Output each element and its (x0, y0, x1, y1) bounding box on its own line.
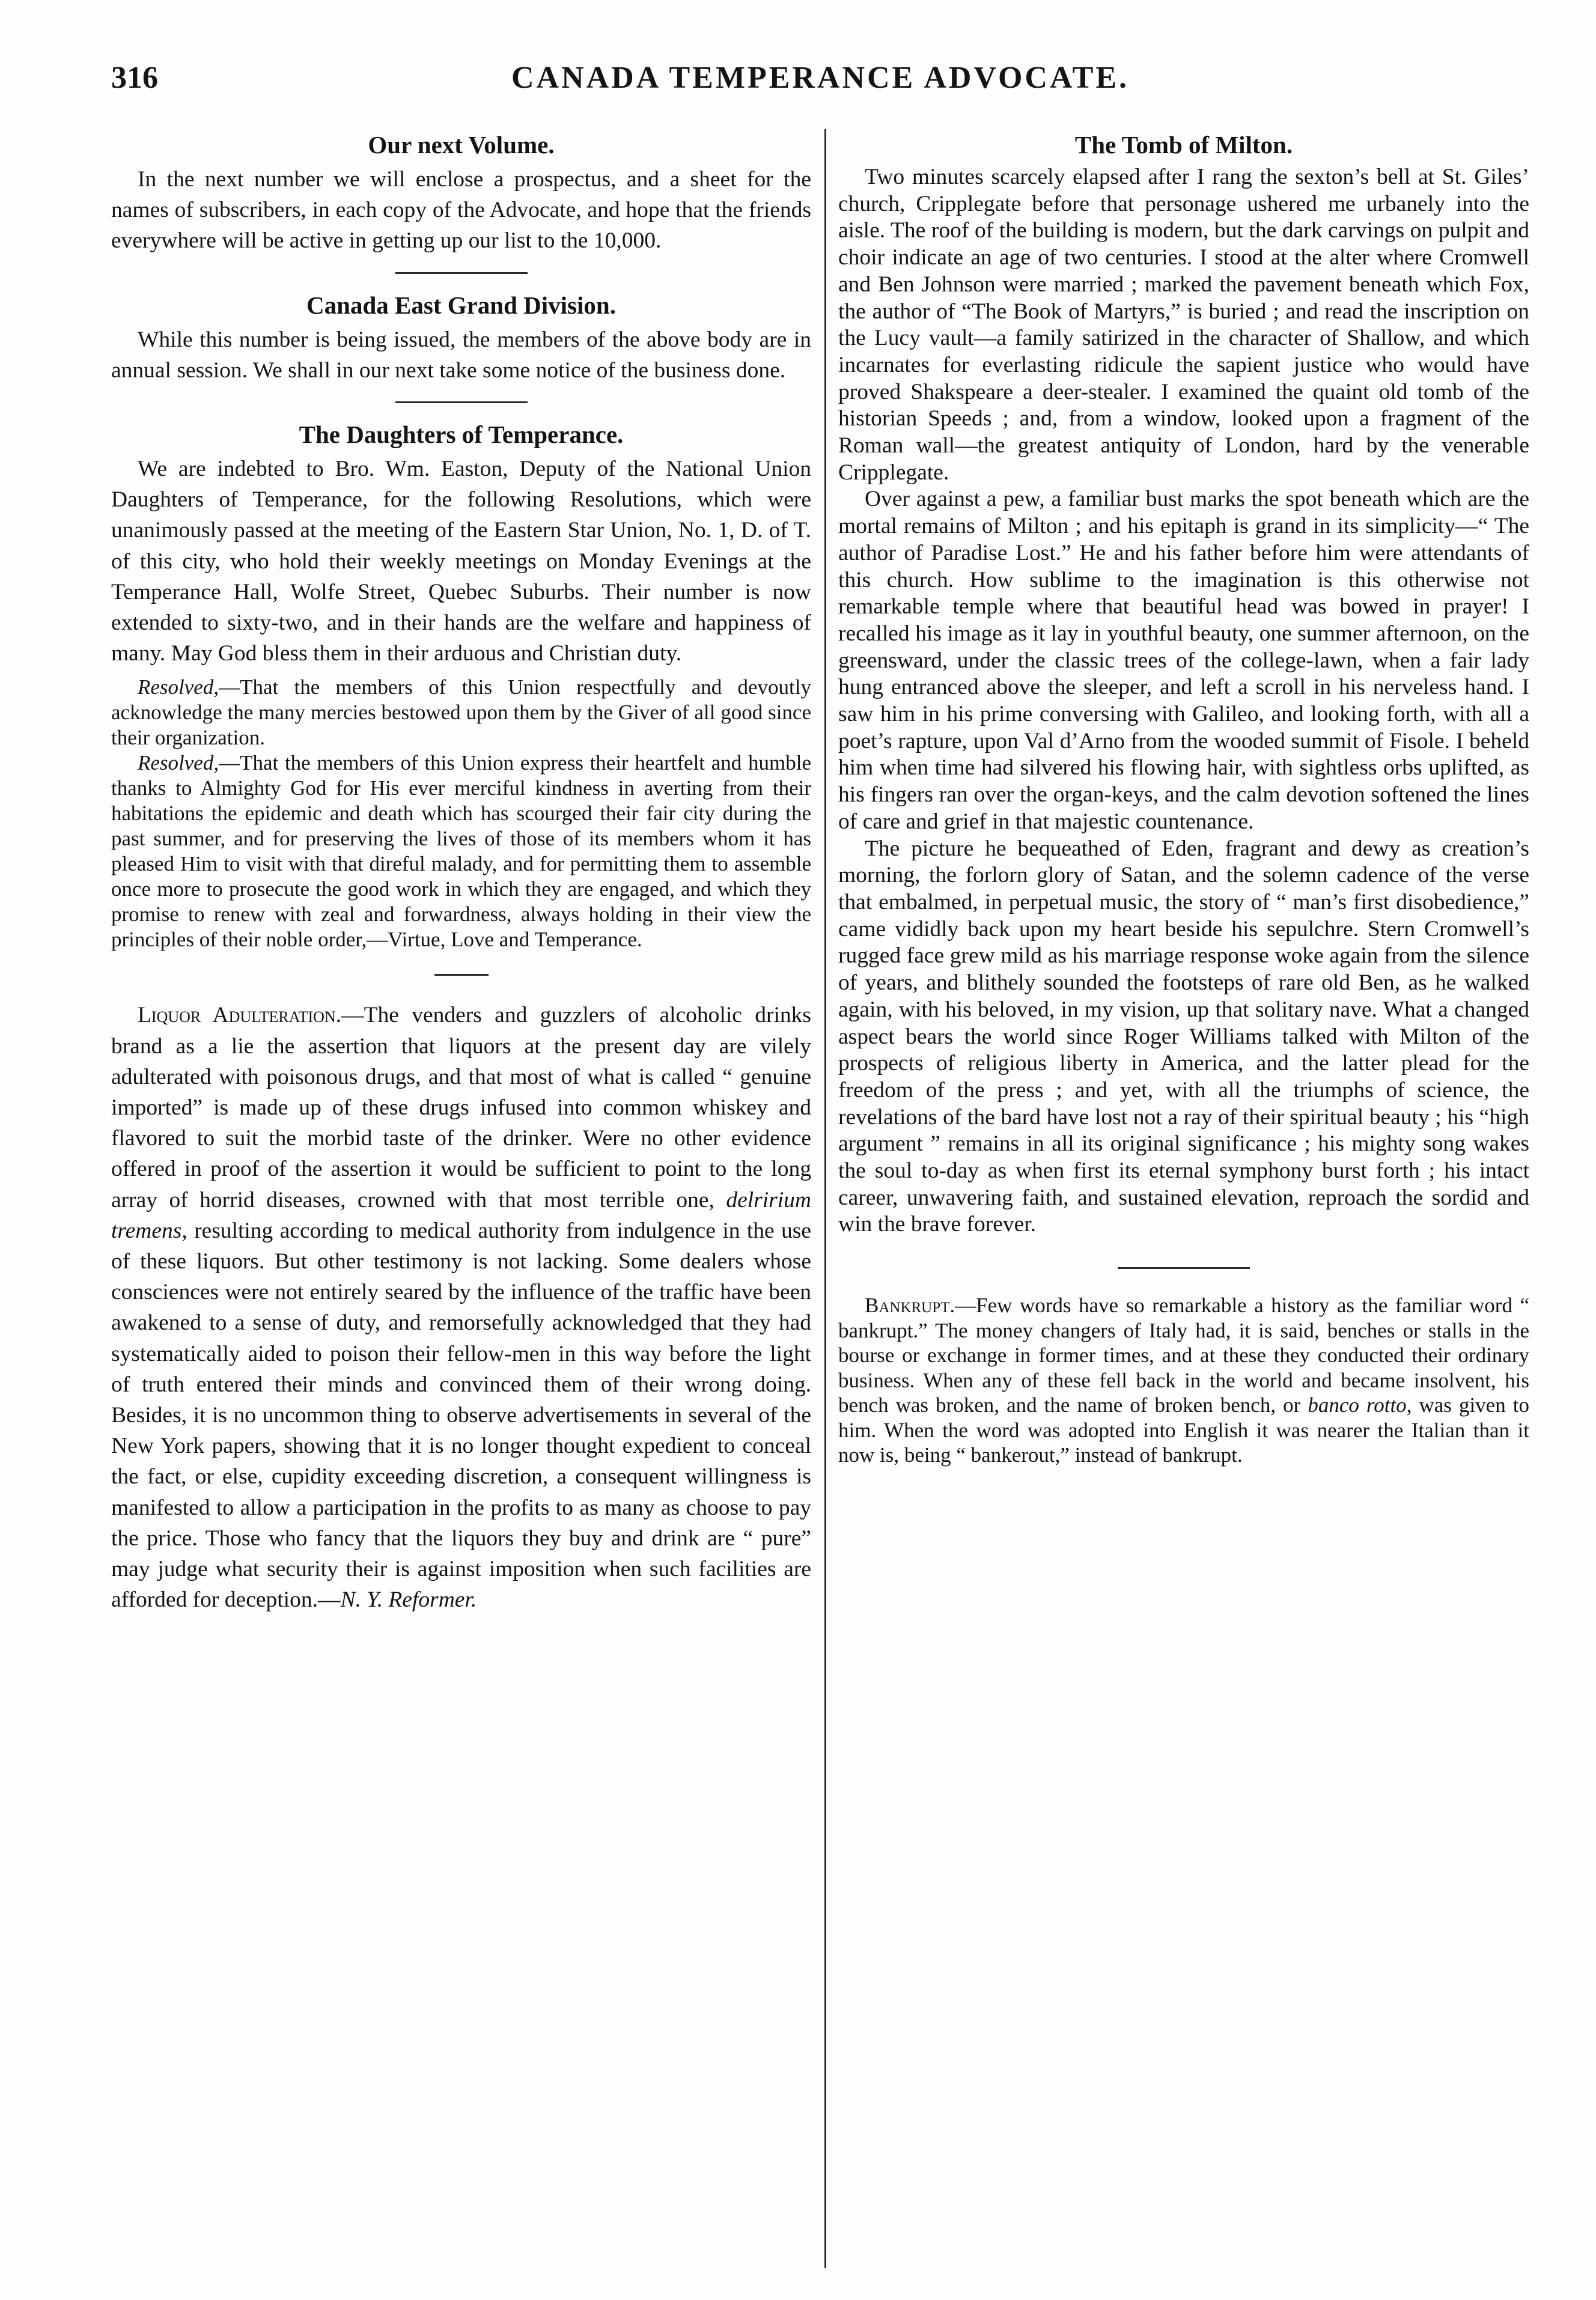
section-separator (1118, 1267, 1250, 1269)
article-bankrupt (838, 1293, 1529, 1468)
article-heading: The Tomb of Milton. (1074, 131, 1293, 159)
article-italic-term: delririum tremens (111, 1187, 811, 1243)
article-lead: Liquor Adulteration. (138, 1003, 342, 1028)
article-paragraph: Two minutes scarcely elapsed after I rang the sexton’s bell at St. Giles’ church, Cripplegate before that personage ushered me urbanely into the aisle. The roof of the building is modern, but the dark carvings on pulpit and choir indicate an age of two centuries. I stood at the alter where Cromwell and Ben Johnson were married ; marked the pavement beneath which Fox, the author of “The Book of Martyrs,” is buried ; and read the inscription on the Lucy vault—a family satirized in the character of Shallow, and which incarnates for everlasting ridicule the sapient justice who would have proved Shakspeare a deer-stealer. I examined the quaint old tomb of the historian Speeds ; and, from a window, looked upon a fragment of the Roman wall—the greatest antiquity of London, hard by the venerable Cripplegate. (838, 165, 1529, 485)
resolution-text: —That the members of this Union respectfully and devoutly acknowledge the many mercies bestowed upon them by the Giver of all good since their organization. (111, 675, 811, 750)
article-paragraph (111, 1000, 811, 1615)
resolution-text: —That the members of this Union express their heartfelt and humble thanks to Almighty God for His ever merciful kindness in averting from their habitations the epidemic and death which has scourged their fair city during the past summer, and for preserving the lives of those of its members whom it has pleased Him to visit with that direful malady, and for permitting them to assemble once more to prosecute the good work in which they are engaged, and which they promise to renew with zeal and forwardness, always holding in their view the principles of their noble order,—Virtue, Love and Temperance. (111, 751, 811, 952)
article-next-volume (111, 129, 811, 257)
article-paragraph (838, 1293, 1529, 1468)
right-column (838, 129, 1529, 2268)
left-column (111, 129, 811, 2268)
page-number: 316 (111, 61, 158, 95)
section-separator (395, 272, 528, 274)
article-paragraph: We are indebted to Bro. Wm. Easton, Deputy of the National Union Daughters of Temperance, for the following Resolutions, which were unanimously passed at the meeting of the Eastern Star Union, No. 1, D. of T. of this city, who hold their weekly meetings on Monday Evenings at the Temperance Hall, Wolfe Street, Quebec Suburbs. Their number is now extended to sixty-two, and in their hands are the welfare and happiness of many. May God bless them in their arduous and Christian duty. (111, 457, 811, 666)
article-source: N. Y. Reformer. (340, 1587, 477, 1613)
resolution-label: Resolved, (138, 675, 219, 699)
section-separator (395, 401, 528, 403)
article-daughters-of-temperance (111, 419, 811, 952)
article-paragraph: While this number is being issued, the members of the above body are in annual session. We shall in our next take some notice of the business done. (111, 327, 811, 383)
resolution-label: Resolved, (138, 751, 219, 775)
journal-title: CANADA TEMPERANCE ADVOCATE. (511, 61, 1130, 95)
article-text: , resulting according to medical authority from indulgence in the use of these liquors. But other testimony is not lacking. Some dealers whose consciences were not entirely seared by the influence of the traffic have been awakened to a sense of duty, and remorsefully acknowledged that they had systematically aided to poison their fellow-men in this way before the light of truth entered their minds and convinced them of their wrong doing. Besides, it is no uncommon thing to observe advertisements in several of the New York papers, showing that it is no longer thought expedient to conceal the fact, or else, cupidity exceeding discretion, a consequent willingness is manifested to allow a participation in the profits to as many as choose to pay the price. Those who fancy that the liquors they buy and drink are “ pure” may judge what security their is against imposition when such facilities are afforded for deception.— (111, 1218, 811, 1613)
resolution-paragraph (111, 750, 811, 952)
article-heading: The Daughters of Temperance. (299, 421, 624, 449)
article-liquor-adulteration (111, 1000, 811, 1615)
column-divider (824, 129, 826, 2268)
resolution-paragraph (111, 675, 811, 750)
article-grand-division (111, 290, 811, 386)
article-paragraph: The picture he bequeathed of Eden, fragrant and dewy as creation’s morning, the forlorn glory of Satan, and the solemn cadence of the verse that embalmed, in perpetual music, the story of “ man’s first disobedience,” came vididly back upon my heart beside his sepulchre. Stern Cromwell’s rugged face grew mild as his marriage response woke again from the silence of years, and blithely sounded the footsteps of rare old Ben, as he walked again, with his beloved, in my vision, up that solitary nave. What a changed aspect bears the world since Roger Williams talked with Milton of the prospects of religious liberty in America, and the latter plead for the freedom of the press ; and yet, with all the triumphs of science, the revelations of the bard have lost not a ray of their spiritual beauty ; his “high argument ” remains in all its original significance ; his mighty song wakes the soul to-day as when first its eternal symphony burst forth ; his intact career, unwavering faith, and sustained elevation, reproach the sordid and win the brave forever. (838, 836, 1529, 1237)
article-tomb-of-milton (838, 129, 1529, 1238)
article-paragraph: Over against a pew, a familiar bust marks the spot beneath which are the mortal remains of Milton ; and his epitaph is grand in its simplicity—“ The author of Paradise Lost.” He and his father before him were attendants of this church. How sublime to the imagination is this otherwise not remarkable temple where that beautiful head was bowed in prayer! I recalled his image as it lay in youthful beauty, one summer afternoon, on the greensward, under the classic trees of the college-lawn, when a fair lady hung entranced above the sleeper, and left a scroll in his nerveless hand. I saw him in his prime conversing with Galileo, and looking forth, with all a poet’s rapture, upon Val d’Arno from the wooded summit of Fisole. I beheld him when time had silvered his flowing hair, with sightless orbs uplifted, as his fingers ran over the organ-keys, and the calm devotion softened the lines of care and grief in that majestic countenance. (838, 487, 1529, 834)
section-separator (434, 974, 489, 976)
article-text: , was given to him. When the word was adopted into English it was nearer the Italian than it now is, being “ bankerout,” instead of bankrupt. (838, 1393, 1529, 1467)
article-italic-term: banco rotto (1308, 1393, 1407, 1417)
article-heading: Our next Volume. (368, 131, 555, 159)
article-paragraph: In the next number we will enclose a prospectus, and a sheet for the names of subscribers, in each copy of the Advocate, and hope that the friends everywhere will be active in getting up our list to the 10,000. (111, 167, 811, 254)
article-text: —Few words have so remarkable a history as the familiar word “ bankrupt.” The money changers of Italy had, it is said, benches or stalls in the bourse or exchange in former times, and at these they conducted their ordinary business. When any of these fell back in the world and became insolvent, his bench was broken, and the name of broken bench, or (838, 1294, 1529, 1417)
article-heading: Canada East Grand Division. (306, 291, 616, 319)
article-lead: Bankrupt. (865, 1294, 955, 1318)
article-text: —The venders and guzzlers of alcoholic drinks brand as a lie the assertion that liquors at the present day are vilely adulterated with poisonous drugs, and that most of what is called “ genuine imported” is made up of these drugs infused into common whiskey and flavored to suit the morbid taste of the drinker. Were no other evidence offered in proof of the assertion it would be sufficient to point to the long array of horrid diseases, crowned with that most terrible one, (111, 1003, 811, 1212)
running-head (111, 60, 1529, 108)
